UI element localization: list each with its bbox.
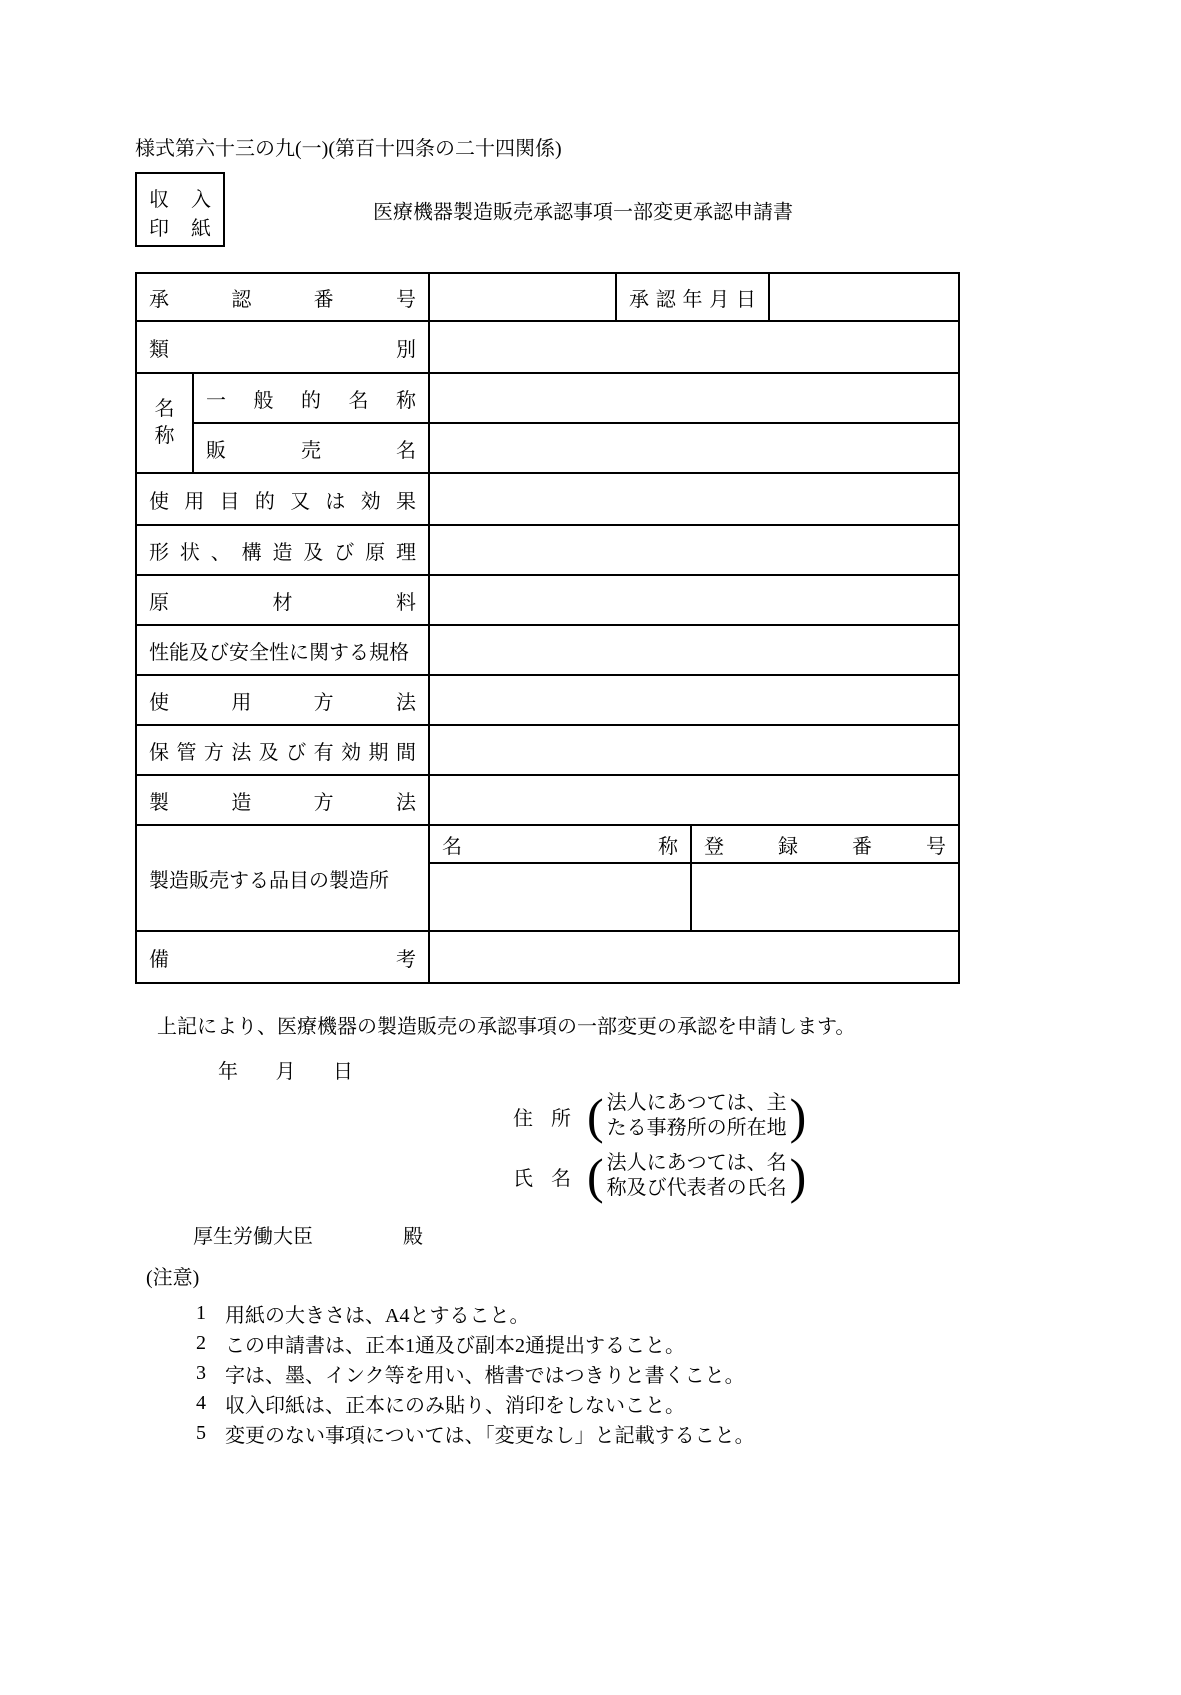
approval-number-label: 承 認 番 号 xyxy=(149,288,416,311)
close-paren-icon: ) xyxy=(789,1088,807,1144)
note-text: 字は、墨、インク等を用い、楷書ではつきりと書くこと。 xyxy=(225,1364,745,1387)
manufacturing-method-label: 製 造 方 法 xyxy=(149,791,416,814)
name-label: 氏 名 xyxy=(513,1167,571,1190)
site-name-header-cell xyxy=(429,825,691,863)
note-item-3 xyxy=(196,1358,958,1388)
approval-date-cell xyxy=(616,273,769,321)
note-item-2 xyxy=(196,1328,958,1358)
manufacturing-method-field xyxy=(429,775,959,825)
revenue-stamp-line2: 印 紙 xyxy=(149,218,211,240)
approval-number-cell xyxy=(136,273,429,321)
application-table xyxy=(135,272,960,984)
approval-date-field xyxy=(769,273,959,321)
note-text: 変更のない事項については、「変更なし」と記載すること。 xyxy=(225,1424,755,1447)
note-text: 収入印紙は、正本にのみ貼り、消印をしないこと。 xyxy=(225,1394,685,1417)
notes-list xyxy=(196,1298,958,1448)
shape-structure-cell xyxy=(136,525,429,575)
name-note xyxy=(604,1151,790,1201)
note-text: 用紙の大きさは、A4とすること。 xyxy=(225,1304,530,1327)
notice-label: (注意) xyxy=(146,1267,200,1289)
document-title: 医療機器製造販売承認事項一部変更承認申請書 xyxy=(373,201,793,223)
revenue-stamp-box xyxy=(135,172,225,247)
remarks-label: 備 考 xyxy=(149,948,416,971)
name-group-cell xyxy=(136,373,193,473)
open-paren-icon: ( xyxy=(587,1148,604,1204)
brand-name-label: 販 売 名 xyxy=(206,439,416,462)
remarks-cell xyxy=(136,931,429,983)
site-name-header: 名 称 xyxy=(442,835,678,858)
performance-safety-label: 性能及び安全性に関する規格 xyxy=(149,641,409,664)
directions-field xyxy=(429,675,959,725)
note-number: 3 xyxy=(196,1361,206,1384)
approval-date-label: 承 認 年 月 日 xyxy=(629,288,756,311)
storage-cell xyxy=(136,725,429,775)
close-paren-icon: ) xyxy=(789,1148,807,1204)
name-note-line1: 法人にあつては、名 xyxy=(606,1152,787,1174)
note-item-1 xyxy=(196,1298,958,1328)
note-number: 4 xyxy=(196,1391,206,1414)
approval-number-field xyxy=(429,273,616,321)
directions-cell xyxy=(136,675,429,725)
document-content xyxy=(135,138,958,1448)
name-group-label: 名称 xyxy=(154,398,175,447)
name-row xyxy=(513,1150,958,1202)
address-note-line2: たる事務所の所在地 xyxy=(606,1117,787,1139)
dono-label: 殿 xyxy=(403,1226,423,1248)
note-item-5 xyxy=(196,1418,958,1448)
category-field xyxy=(429,321,959,373)
note-text: この申請書は、正本1通及び副本2通提出すること。 xyxy=(225,1334,685,1357)
registration-number-header-cell xyxy=(691,825,959,863)
intended-use-cell xyxy=(136,473,429,525)
performance-safety-cell xyxy=(136,625,429,675)
open-paren-icon: ( xyxy=(587,1088,604,1144)
remarks-field xyxy=(429,931,959,983)
generic-name-cell xyxy=(193,373,429,423)
note-item-4 xyxy=(196,1388,958,1418)
raw-materials-cell xyxy=(136,575,429,625)
brand-name-field xyxy=(429,423,959,473)
note-number: 5 xyxy=(196,1421,206,1444)
raw-materials-field xyxy=(429,575,959,625)
brand-name-cell xyxy=(193,423,429,473)
storage-label: 保 管 方 法 及 び 有 効 期 間 xyxy=(149,741,416,764)
address-label: 住 所 xyxy=(513,1107,571,1130)
storage-field xyxy=(429,725,959,775)
site-name-field xyxy=(429,863,691,931)
shape-structure-field xyxy=(429,525,959,575)
address-note-line1: 法人にあつては、主 xyxy=(606,1092,787,1114)
category-label: 類 別 xyxy=(149,338,416,361)
intended-use-label: 使 用 目 的 又 は 効 果 xyxy=(149,490,416,513)
category-cell xyxy=(136,321,429,373)
registration-number-header: 登 録 番 号 xyxy=(704,835,946,858)
performance-safety-field xyxy=(429,625,959,675)
declaration-text: 上記により、医療機器の製造販売の承認事項の一部変更の承認を申請します。 xyxy=(157,1016,856,1038)
intended-use-field xyxy=(429,473,959,525)
minister-label: 厚生労働大臣 xyxy=(193,1226,313,1248)
name-note-line2: 称及び代表者の氏名 xyxy=(606,1177,787,1199)
revenue-stamp-line1: 収 入 xyxy=(149,189,211,211)
manufacturing-site-label: 製造販売する品目の製造所 xyxy=(136,825,429,931)
note-number: 2 xyxy=(196,1331,206,1354)
generic-name-label: 一 般 的 名 称 xyxy=(206,389,416,412)
form-number-label: 様式第六十三の九(一)(第百十四条の二十四関係) xyxy=(135,138,562,160)
note-number: 1 xyxy=(196,1301,206,1324)
directions-label: 使 用 方 法 xyxy=(149,691,416,714)
raw-materials-label: 原 材 料 xyxy=(149,591,416,614)
manufacturing-method-cell xyxy=(136,775,429,825)
site-registration-field xyxy=(691,863,959,931)
address-note xyxy=(604,1091,790,1141)
generic-name-field xyxy=(429,373,959,423)
date-line: 年 月 日 xyxy=(218,1061,353,1083)
address-row xyxy=(513,1090,958,1142)
minister-line xyxy=(193,1220,958,1249)
document-header xyxy=(135,172,958,247)
shape-structure-label: 形 状 、 構 造 及 び 原 理 xyxy=(149,541,416,564)
